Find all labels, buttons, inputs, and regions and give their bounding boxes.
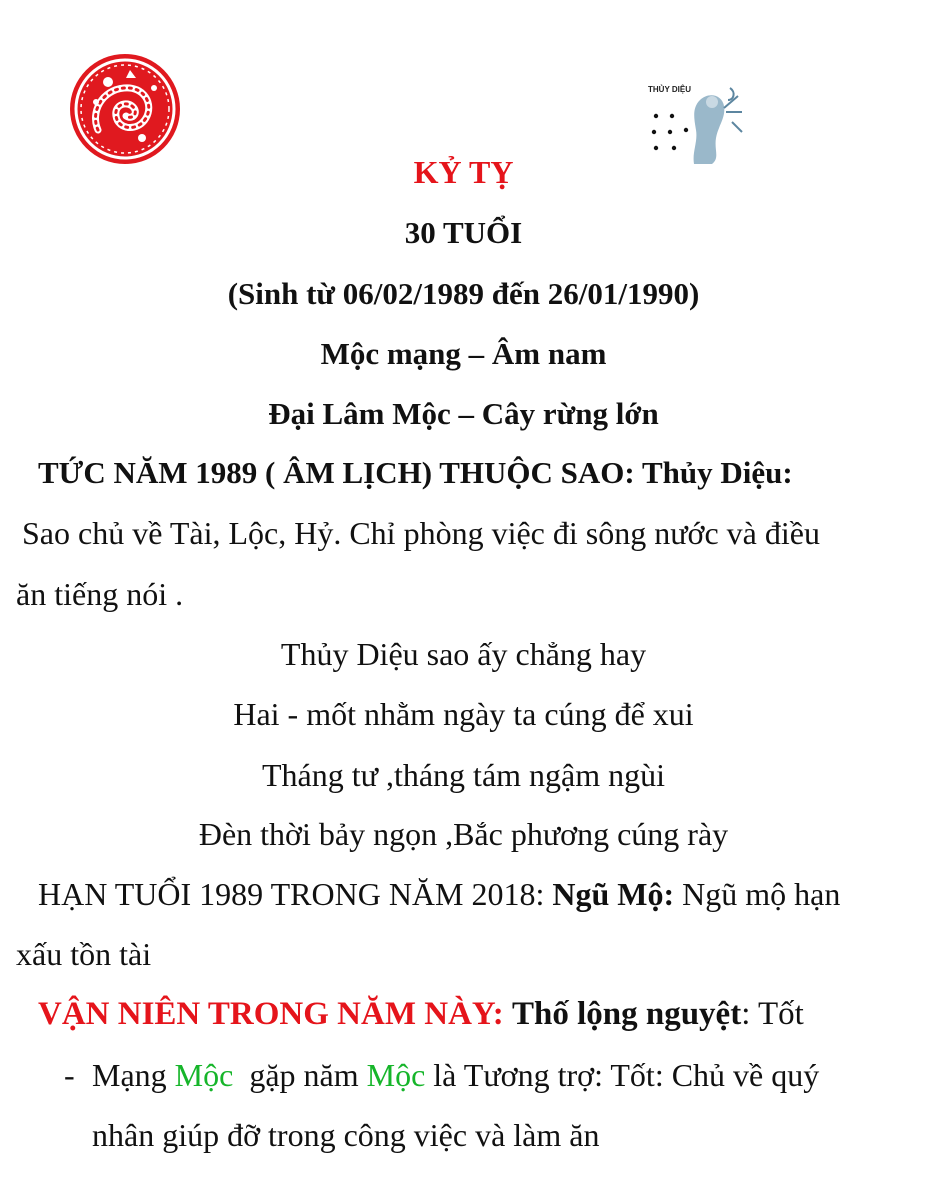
- poem-line-1: Thủy Diệu sao ấy chẳng hay: [280, 636, 647, 672]
- element-line: Mộc mạng – Âm nam: [320, 336, 607, 371]
- star-description-line-1: Sao chủ về Tài, Lộc, Hỷ. Chỉ phòng việc đi sông nước và điều: [22, 515, 820, 551]
- destiny-line: Đại Lâm Mộc – Cây rừng lớn: [268, 396, 659, 431]
- star-heading: TỨC NĂM 1989 ( ÂM LỊCH) THUỘC SAO:: [38, 455, 635, 490]
- snake-zodiac-emblem: [68, 52, 182, 166]
- poem-line-2: Hai - mốt nhằm ngày ta cúng để xui: [233, 696, 694, 732]
- bullet-word-moc-2: Mộc: [366, 1057, 426, 1093]
- van-nien-colon: :: [741, 996, 751, 1032]
- van-nien-result: Tốt: [758, 996, 804, 1032]
- van-nien-name: Thố lộng nguyệt: [511, 996, 742, 1032]
- star-label: THỦY DIỆU: [648, 85, 691, 94]
- van-nien-line: [38, 996, 804, 1033]
- han-name: Ngũ Mộ:: [552, 876, 675, 912]
- snake-zodiac-paper-cut-icon: [68, 52, 182, 166]
- bullet-line-2: nhân giúp đỡ trong công việc và làm ăn: [92, 1117, 600, 1153]
- star-name: Thủy Diệu:: [641, 455, 793, 490]
- star-description-line-2: ăn tiếng nói .: [16, 576, 184, 612]
- title-name: KỶ TỴ: [413, 154, 514, 190]
- poem-line-4: Đèn thời bảy ngọn ,Bắc phương cúng rày: [198, 816, 729, 852]
- star-heading-line: [38, 455, 793, 491]
- bullet-word-moc-1: Mộc: [174, 1057, 234, 1093]
- han-text: Ngũ mộ hạn: [682, 876, 841, 912]
- bullet-word-gap-nam: gặp năm: [249, 1057, 359, 1093]
- van-nien-heading: VẬN NIÊN TRONG NĂM NÀY:: [38, 996, 504, 1032]
- bullet-dash: -: [64, 1057, 75, 1093]
- bullet-word-mang: Mạng: [92, 1057, 167, 1093]
- han-line-1: [38, 876, 840, 913]
- title-age: 30 TUỔI: [404, 215, 523, 250]
- bullet-line-1: [92, 1057, 819, 1094]
- poem-line-3: Tháng tư ,tháng tám ngậm ngùi: [261, 757, 666, 793]
- han-line-2: xấu tồn tài: [16, 936, 152, 972]
- birth-range: (Sinh từ 06/02/1989 đến 26/01/1990): [227, 276, 700, 311]
- han-prefix: HẠN TUỔI 1989 TRONG NĂM 2018:: [38, 876, 545, 912]
- bullet-word-rest: là Tương trợ: Tốt: Chủ về quý: [433, 1057, 820, 1093]
